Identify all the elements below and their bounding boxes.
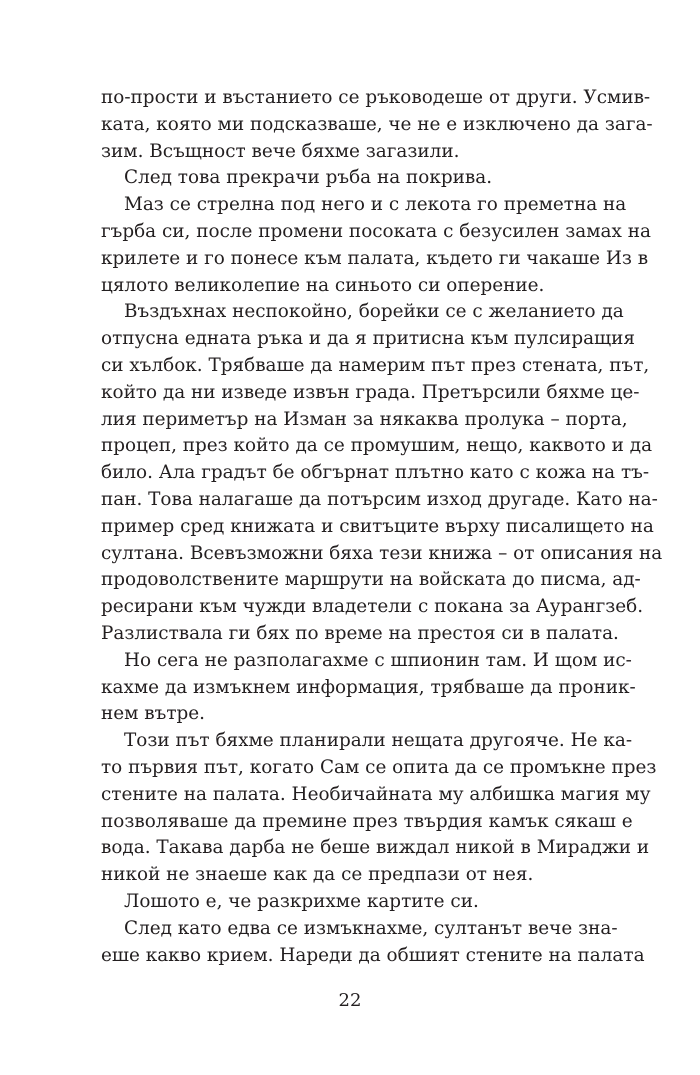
text-line: лия периметър на Изман за някаква пролука – порта, — [101, 408, 628, 430]
text-line: цялото великолепие на синьото си оперение. — [101, 274, 545, 296]
text-line: гърба си, после промени посоката с безусилен замах на — [101, 220, 651, 242]
text-line: си хълбок. Трябваше да намерим път през стената, път, — [101, 354, 650, 376]
text-line: крилете и го понесе към палата, където ги чакаше Из в — [101, 247, 649, 269]
text-line: отпусна едната ръка и да я притисна към пулсиращия — [101, 328, 636, 350]
text-line: никой не знаеше как да се предпази от нея. — [101, 864, 534, 886]
text-line: султана. Всевъзможни бяха тези книжа – от описания на — [101, 542, 663, 564]
text-line: Но сега не разполагахме с шпионин там. И щом ис- — [124, 649, 632, 671]
text-line: то първия път, когато Сам се опита да се промъкне през — [101, 756, 657, 778]
text-line: Разлиствала ги бях по време на престоя си в палата. — [101, 622, 619, 644]
text-line: пример сред книжата и свитъците върху писалището на — [101, 515, 654, 537]
text-line: стените на палата. Необичайната му албишка магия му — [101, 783, 651, 805]
page-number: 22 — [338, 990, 362, 1011]
text-line: зим. Всъщност вече бяхме загазили. — [101, 140, 460, 162]
text-line: ресирани към чужди владетели с покана за Аурангзеб. — [101, 596, 644, 618]
text-line: еше какво крием. Нареди да обшият стените на палата — [101, 944, 645, 966]
text-line: нем вътре. — [101, 703, 206, 725]
text-line: било. Ала градът бе обгърнат плътно като с кожа на тъ- — [101, 462, 650, 484]
text-line: процеп, през който да се промушим, нещо, каквото и да — [101, 435, 653, 457]
text-line: продоволствените маршрути на войската до писма, ад- — [101, 569, 641, 591]
text-line: вода. Такава дарба не беше виждал никой в Мираджи и — [101, 837, 650, 859]
text-line: Въздъхнах неспокойно, борейки се с желанието да — [124, 301, 624, 323]
text-line: ката, която ми подсказваше, че не е изключено да зага- — [101, 113, 653, 135]
body-text — [101, 85, 663, 969]
text-line: кахме да измъкнем информация, трябваше да проник- — [101, 676, 636, 698]
text-line: който да ни изведе извън града. Претърсили бяхме це- — [101, 381, 640, 403]
text-line: Маз се стрелна под него и с лекота го преметна на — [124, 194, 627, 216]
text-line: по-прости и въстанието се ръководеше от други. Усмив- — [101, 87, 651, 108]
text-line: Лошото е, че разкрихме картите си. — [124, 890, 479, 912]
text-line: След това прекрачи ръба на покрива. — [124, 167, 493, 189]
text-line: След като едва се измъкнахме, султанът вече зна- — [124, 917, 618, 939]
text-line: пан. Това налагаше да потърсим изход другаде. Като на- — [101, 488, 658, 510]
text-line: позволяваше да премине през твърдия камък сякаш е — [101, 810, 633, 832]
text-line: Този път бяхме планирали нещата другояче. Не ка- — [124, 730, 633, 752]
